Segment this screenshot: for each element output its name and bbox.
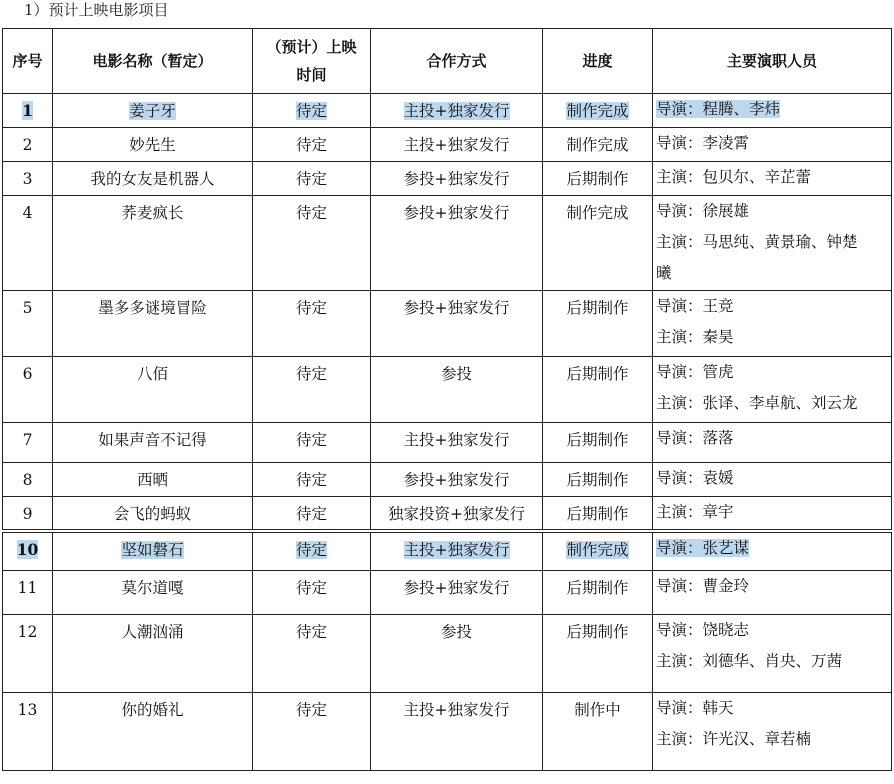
cast-crew-text: 主演：包贝尔、辛芷蕾 bbox=[656, 168, 812, 186]
header-release-line1: （预计）上映 bbox=[266, 38, 357, 56]
film-title-cell bbox=[53, 497, 253, 531]
cast-crew-line bbox=[656, 646, 891, 677]
release-time: 待定 bbox=[295, 102, 327, 120]
row-number: 4 bbox=[22, 204, 33, 222]
row-number: 7 bbox=[22, 431, 33, 449]
film-title-cell bbox=[53, 463, 253, 497]
cooperation-mode-cell bbox=[371, 615, 543, 693]
row-number-cell bbox=[3, 571, 53, 615]
cast-crew-line bbox=[656, 693, 891, 724]
table-row bbox=[3, 693, 892, 771]
table-row bbox=[3, 196, 892, 291]
row-number: 12 bbox=[17, 623, 38, 641]
cooperation-mode-cell bbox=[371, 531, 543, 571]
cast-crew-line bbox=[656, 533, 891, 564]
row-number-cell bbox=[3, 497, 53, 531]
release-time: 待定 bbox=[295, 299, 327, 317]
row-number-cell bbox=[3, 128, 53, 162]
film-title-cell bbox=[53, 615, 253, 693]
progress-status-cell bbox=[543, 423, 653, 463]
release-time-cell bbox=[253, 128, 371, 162]
table-row bbox=[3, 162, 892, 196]
film-title: 八佰 bbox=[136, 365, 168, 383]
cooperation-mode: 参投+独家发行 bbox=[403, 579, 510, 597]
cast-crew-text: 导演：韩天 bbox=[656, 699, 734, 717]
cooperation-mode-cell bbox=[371, 128, 543, 162]
row-number-cell bbox=[3, 357, 53, 423]
cast-crew-text: 主演：许光汉、章若楠 bbox=[656, 730, 812, 748]
release-time-cell bbox=[253, 94, 371, 128]
progress-status-cell bbox=[543, 497, 653, 531]
cast-crew-cell bbox=[653, 693, 892, 771]
cooperation-mode-cell bbox=[371, 497, 543, 531]
cast-crew-text: 主演：章宇 bbox=[656, 503, 734, 521]
cast-crew-text: 导演：饶晓志 bbox=[656, 621, 750, 639]
film-title-cell bbox=[53, 531, 253, 571]
header-title: 电影名称（暂定） bbox=[53, 29, 253, 94]
cast-crew-cell bbox=[653, 615, 892, 693]
cast-crew-text: 导演：李凌霄 bbox=[656, 134, 750, 152]
film-title-cell bbox=[53, 357, 253, 423]
cooperation-mode-cell bbox=[371, 693, 543, 771]
row-number: 9 bbox=[22, 505, 33, 523]
cast-crew-cell bbox=[653, 291, 892, 357]
cooperation-mode: 主投+独家发行 bbox=[403, 102, 510, 120]
film-title: 墨多多谜境冒险 bbox=[98, 299, 207, 317]
cast-crew-line bbox=[656, 615, 891, 646]
cast-crew-line bbox=[656, 258, 891, 289]
cast-crew-text: 导演：落落 bbox=[656, 429, 734, 447]
release-time-cell bbox=[253, 693, 371, 771]
progress-status: 后期制作 bbox=[566, 579, 629, 597]
progress-status-cell bbox=[543, 531, 653, 571]
cooperation-mode-cell bbox=[371, 357, 543, 423]
film-title: 你的婚礼 bbox=[121, 701, 184, 719]
film-title: 人潮汹涌 bbox=[121, 623, 184, 641]
cast-crew-text: 导演：张艺谋 bbox=[656, 538, 750, 557]
cooperation-mode-cell bbox=[371, 162, 543, 196]
cooperation-mode: 主投+独家发行 bbox=[403, 701, 510, 719]
progress-status-cell bbox=[543, 357, 653, 423]
release-time: 待定 bbox=[295, 204, 327, 222]
cast-crew-text: 导演：程腾、李炜 bbox=[656, 100, 781, 118]
cast-crew-cell bbox=[653, 128, 892, 162]
cast-crew-line bbox=[656, 724, 891, 755]
release-time-cell bbox=[253, 357, 371, 423]
release-time: 待定 bbox=[295, 471, 327, 489]
cast-crew-cell bbox=[653, 162, 892, 196]
release-time-cell bbox=[253, 571, 371, 615]
cast-crew-text: 曦 bbox=[656, 264, 672, 282]
cast-crew-cell bbox=[653, 531, 892, 571]
row-number-cell bbox=[3, 463, 53, 497]
progress-status-cell bbox=[543, 291, 653, 357]
film-title-cell bbox=[53, 423, 253, 463]
progress-status: 后期制作 bbox=[566, 365, 629, 383]
row-number-cell bbox=[3, 291, 53, 357]
cast-crew-text: 导演：管虎 bbox=[656, 363, 734, 381]
film-title: 坚如磐石 bbox=[121, 540, 184, 559]
cooperation-mode: 主投+独家发行 bbox=[403, 431, 510, 449]
cast-crew-line bbox=[656, 162, 891, 193]
cast-crew-cell bbox=[653, 357, 892, 423]
progress-status: 后期制作 bbox=[566, 623, 629, 641]
table-row bbox=[3, 357, 892, 423]
cast-crew-line bbox=[656, 357, 891, 388]
progress-status: 后期制作 bbox=[566, 299, 629, 317]
row-number-cell bbox=[3, 94, 53, 128]
cooperation-mode: 主投+独家发行 bbox=[403, 540, 510, 559]
progress-status: 制作中 bbox=[574, 701, 621, 719]
row-number: 6 bbox=[22, 365, 33, 383]
film-title: 姜子牙 bbox=[129, 102, 176, 120]
cooperation-mode: 参投 bbox=[440, 623, 472, 641]
cast-crew-line bbox=[656, 227, 891, 258]
cooperation-mode-cell bbox=[371, 291, 543, 357]
cast-crew-cell bbox=[653, 196, 892, 291]
release-time-cell bbox=[253, 463, 371, 497]
cast-crew-text: 导演：徐展雄 bbox=[656, 202, 750, 220]
cooperation-mode-cell bbox=[371, 571, 543, 615]
table-row bbox=[3, 291, 892, 357]
release-time: 待定 bbox=[295, 365, 327, 383]
release-time-cell bbox=[253, 423, 371, 463]
film-title: 西晒 bbox=[136, 471, 168, 489]
cast-crew-cell bbox=[653, 571, 892, 615]
section-heading: 1）预计上映电影项目 bbox=[24, 1, 169, 19]
cast-crew-line bbox=[656, 291, 891, 322]
cooperation-mode: 独家投资+独家发行 bbox=[388, 505, 525, 523]
row-number: 10 bbox=[16, 539, 39, 559]
header-release-line2: 时间 bbox=[296, 66, 327, 84]
row-number: 2 bbox=[22, 136, 33, 154]
row-number-cell bbox=[3, 423, 53, 463]
row-number: 8 bbox=[22, 471, 33, 489]
progress-status: 后期制作 bbox=[566, 170, 629, 188]
cooperation-mode: 参投+独家发行 bbox=[403, 299, 510, 317]
table-row bbox=[3, 571, 892, 615]
cooperation-mode: 参投+独家发行 bbox=[403, 471, 510, 489]
progress-status: 后期制作 bbox=[566, 505, 629, 523]
table-row bbox=[3, 531, 892, 571]
cast-crew-line bbox=[656, 423, 891, 454]
progress-status: 后期制作 bbox=[566, 471, 629, 489]
release-time-cell bbox=[253, 615, 371, 693]
cast-crew-line bbox=[656, 94, 891, 125]
cast-crew-line bbox=[656, 128, 891, 159]
progress-status-cell bbox=[543, 571, 653, 615]
release-time-cell bbox=[253, 162, 371, 196]
cast-crew-line bbox=[656, 388, 891, 419]
cast-crew-text: 主演：张译、李卓航、刘云龙 bbox=[656, 394, 858, 412]
cast-crew-text: 主演：刘德华、肖央、万茜 bbox=[656, 652, 843, 670]
header-mode: 合作方式 bbox=[371, 29, 543, 94]
film-title: 妙先生 bbox=[129, 136, 176, 154]
progress-status-cell bbox=[543, 693, 653, 771]
film-title: 会飞的蚂蚁 bbox=[113, 505, 192, 523]
cooperation-mode-cell bbox=[371, 196, 543, 291]
cast-crew-cell bbox=[653, 94, 892, 128]
cooperation-mode: 主投+独家发行 bbox=[403, 136, 510, 154]
row-number: 3 bbox=[22, 170, 33, 188]
row-number-cell bbox=[3, 693, 53, 771]
release-time: 待定 bbox=[295, 623, 327, 641]
row-number: 13 bbox=[17, 701, 38, 719]
progress-status: 制作完成 bbox=[566, 136, 629, 154]
cast-crew-line bbox=[656, 196, 891, 227]
cooperation-mode-cell bbox=[371, 463, 543, 497]
film-projects-table bbox=[2, 28, 892, 771]
cast-crew-line bbox=[656, 322, 891, 353]
progress-status-cell bbox=[543, 463, 653, 497]
release-time-cell bbox=[253, 291, 371, 357]
film-title-cell bbox=[53, 196, 253, 291]
header-progress: 进度 bbox=[543, 29, 653, 94]
row-number: 5 bbox=[22, 299, 33, 317]
cooperation-mode: 参投+独家发行 bbox=[403, 170, 510, 188]
progress-status: 制作完成 bbox=[566, 102, 629, 120]
table-row bbox=[3, 423, 892, 463]
film-title-cell bbox=[53, 291, 253, 357]
table-row bbox=[3, 497, 892, 531]
film-title-cell bbox=[53, 162, 253, 196]
table-row bbox=[3, 128, 892, 162]
cast-crew-cell bbox=[653, 497, 892, 531]
cast-crew-cell bbox=[653, 423, 892, 463]
cast-crew-line bbox=[656, 463, 891, 494]
film-title-cell bbox=[53, 571, 253, 615]
film-title: 荞麦疯长 bbox=[121, 204, 184, 222]
release-time: 待定 bbox=[295, 540, 327, 559]
film-title-cell bbox=[53, 693, 253, 771]
film-title-cell bbox=[53, 128, 253, 162]
cast-crew-cell bbox=[653, 463, 892, 497]
cast-crew-text: 主演：秦昊 bbox=[656, 328, 734, 346]
cast-crew-text: 导演：王竞 bbox=[656, 297, 734, 315]
film-title: 我的女友是机器人 bbox=[90, 170, 215, 188]
cooperation-mode: 参投 bbox=[440, 365, 472, 383]
release-time: 待定 bbox=[295, 505, 327, 523]
row-number-cell bbox=[3, 615, 53, 693]
header-no: 序号 bbox=[3, 29, 53, 94]
progress-status: 后期制作 bbox=[566, 431, 629, 449]
cooperation-mode-cell bbox=[371, 94, 543, 128]
cast-crew-text: 导演：曹金玲 bbox=[656, 577, 750, 595]
progress-status-cell bbox=[543, 162, 653, 196]
progress-status-cell bbox=[543, 196, 653, 291]
progress-status-cell bbox=[543, 615, 653, 693]
release-time: 待定 bbox=[295, 431, 327, 449]
table-row bbox=[3, 615, 892, 693]
progress-status: 制作完成 bbox=[566, 540, 629, 559]
cast-crew-line bbox=[656, 571, 891, 602]
row-number: 1 bbox=[22, 101, 33, 120]
cooperation-mode: 参投+独家发行 bbox=[403, 204, 510, 222]
cast-crew-line bbox=[656, 497, 891, 528]
progress-status-cell bbox=[543, 94, 653, 128]
film-title-cell bbox=[53, 94, 253, 128]
film-title: 如果声音不记得 bbox=[98, 431, 207, 449]
table-row bbox=[3, 463, 892, 497]
film-title: 莫尔道嘎 bbox=[121, 579, 184, 597]
release-time-cell bbox=[253, 531, 371, 571]
table-row bbox=[3, 94, 892, 128]
row-number-cell bbox=[3, 196, 53, 291]
cooperation-mode-cell bbox=[371, 423, 543, 463]
release-time-cell bbox=[253, 196, 371, 291]
table-header-row bbox=[3, 29, 892, 94]
row-number-cell bbox=[3, 162, 53, 196]
release-time: 待定 bbox=[295, 701, 327, 719]
header-people: 主要演职人员 bbox=[653, 29, 892, 94]
cast-crew-text: 导演：袁媛 bbox=[656, 469, 734, 487]
progress-status: 制作完成 bbox=[566, 204, 629, 222]
row-number-cell bbox=[3, 531, 53, 571]
release-time: 待定 bbox=[295, 136, 327, 154]
progress-status-cell bbox=[543, 128, 653, 162]
release-time: 待定 bbox=[295, 579, 327, 597]
header-release bbox=[253, 29, 371, 94]
release-time-cell bbox=[253, 497, 371, 531]
row-number: 11 bbox=[17, 579, 38, 597]
cast-crew-text: 主演：马思纯、黄景瑜、钟楚 bbox=[656, 233, 858, 251]
release-time: 待定 bbox=[295, 170, 327, 188]
